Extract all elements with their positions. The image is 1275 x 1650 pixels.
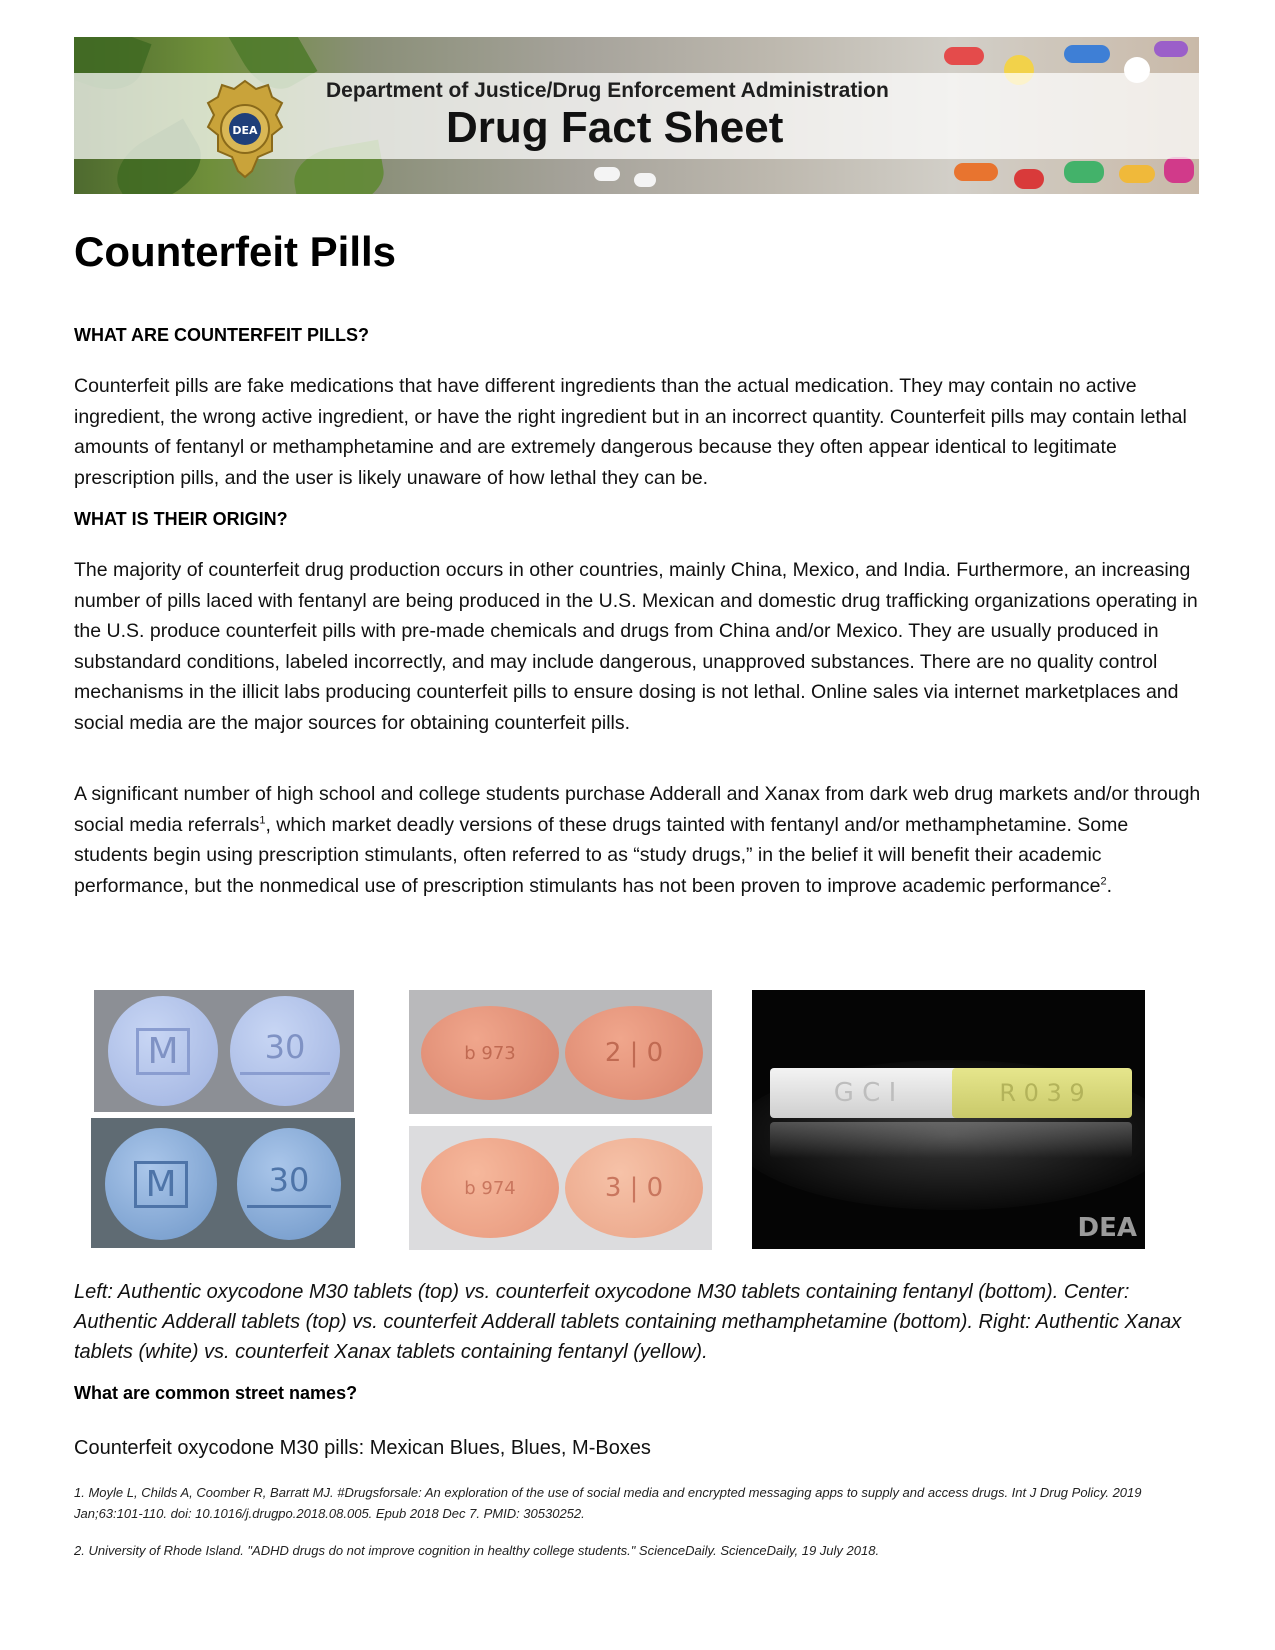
pill-decoration [944, 47, 984, 65]
pill-decoration [954, 163, 998, 181]
svg-text:DEA: DEA [232, 124, 258, 137]
pill-adderall-20: 2 | 0 [565, 1006, 703, 1100]
origin-heading: WHAT IS THEIR ORIGIN? [74, 509, 288, 529]
pill-fake-oxy-m: M [105, 1128, 217, 1240]
pill-fake-adderall-b974: b 974 [421, 1138, 559, 1238]
what-body: Counterfeit pills are fake medications that have different ingredients than the actual medication. They may contain no active ingredient, the wrong active ingredient, or have the right ingredient but in an incorrect quantity. Counterfeit pills may contain lethal amounts of fentanyl or methamphetamine and are extremely dangerous because they often appear identical to legitimate prescription pills, and the user is likely unaware of how lethal they can be. [74, 375, 1187, 489]
photo-xanax-comparison [752, 990, 1145, 1249]
students-text-a: A significant number of high school and college students purchase Adderall and Xanax from dark web drug markets and/or through social media referrals [74, 783, 1201, 836]
dea-watermark: DEA [1077, 1213, 1137, 1243]
pill-fake-adderall-30: 3 | 0 [565, 1138, 703, 1238]
photo-oxycodone-authentic [94, 990, 354, 1112]
xanax-yellow-bar: R 0 3 9 [952, 1068, 1132, 1118]
students-text-c: . [1106, 874, 1113, 897]
students-text-b: , which market deadly versions of these drugs tainted with fentanyl and/or methamphetamine. Some students begin using prescription stimulants, often referred to as “study drugs,” in the belief it will benefit their academic performance, but the nonmedical use of prescription stimulants has not been proven to improve academic performance [74, 813, 1129, 897]
pill-decoration [1154, 41, 1188, 57]
pill-fake-oxy-30: 30 [237, 1128, 341, 1240]
street-heading: What are common street names? [74, 1383, 358, 1403]
pill-adderall-b973: b 973 [421, 1006, 559, 1100]
pill-decoration [1119, 165, 1155, 183]
header-banner [74, 37, 1199, 194]
pill-decoration [1164, 157, 1194, 183]
agency-name: Department of Justice/Drug Enforcement Administration [326, 79, 889, 102]
footnote-ref-1: 1 [259, 814, 266, 826]
pill-decoration [1014, 169, 1044, 189]
pill-reflection [770, 1122, 1132, 1158]
banner-title: Drug Fact Sheet [446, 103, 784, 152]
students-body [74, 779, 1204, 901]
pill-oxy-m: M [108, 996, 218, 1106]
pill-decoration [1064, 45, 1110, 63]
page-title: Counterfeit Pills [74, 228, 397, 275]
street-names: Counterfeit oxycodone M30 pills: Mexican Blues, Blues, M-Boxes [74, 1437, 651, 1459]
photo-caption: Left: Authentic oxycodone M30 tablets (top) vs. counterfeit oxycodone M30 tablets containing fentanyl (bottom). Center: Authentic Adderall tablets (top) vs. counterfeit Adderall tablets containing methamphetamine (bottom). Right: Authentic Xanax tablets (white) vs. counterfeit Xanax tablets containing fentanyl (yellow). [74, 1281, 1182, 1363]
xanax-white-bar: G C I [770, 1068, 960, 1118]
reference-1: 1. Moyle L, Childs A, Coomber R, Barratt MJ. #Drugsforsale: An exploration of the use of social media and encrypted messaging apps to supply and access drugs. Int J Drug Policy. 2019 Jan;63:101-110. doi: 10.1016/j.drugpo.2018.08.005. Epub 2018 Dec 7. PMID: 30530252. [74, 1485, 1142, 1521]
origin-body: The majority of counterfeit drug production occurs in other countries, mainly China, Mexico, and India. Furthermore, an increasing number of pills laced with fentanyl are being produced in the U.S. Mexican and domestic drug trafficking organizations operating in the U.S. produce counterfeit pills with pre-made chemicals and drugs from China and/or Mexico. They are usually produced in substandard conditions, labeled incorrectly, and may include dangerous, unapproved substances. There are no quality control mechanisms in the illicit labs producing counterfeit pills to ensure dosing is not lethal. Online sales via internet marketplaces and social media are the major sources for obtaining counterfeit pills. [74, 559, 1198, 734]
pill-decoration [1064, 161, 1104, 183]
pill-oxy-30: 30 [230, 996, 340, 1106]
reference-2: 2. University of Rhode Island. "ADHD drugs do not improve cognition in healthy college students." ScienceDaily. ScienceDaily, 19 July 2018. [74, 1543, 880, 1558]
dea-badge-icon [206, 79, 284, 179]
pill-decoration [594, 167, 620, 181]
photo-adderall-authentic [409, 990, 712, 1114]
photo-adderall-counterfeit [409, 1126, 712, 1250]
photo-oxycodone-counterfeit [91, 1118, 355, 1248]
what-heading: WHAT ARE COUNTERFEIT PILLS? [74, 325, 369, 345]
footnote-ref-2: 2 [1100, 875, 1107, 887]
pill-decoration [634, 173, 656, 187]
